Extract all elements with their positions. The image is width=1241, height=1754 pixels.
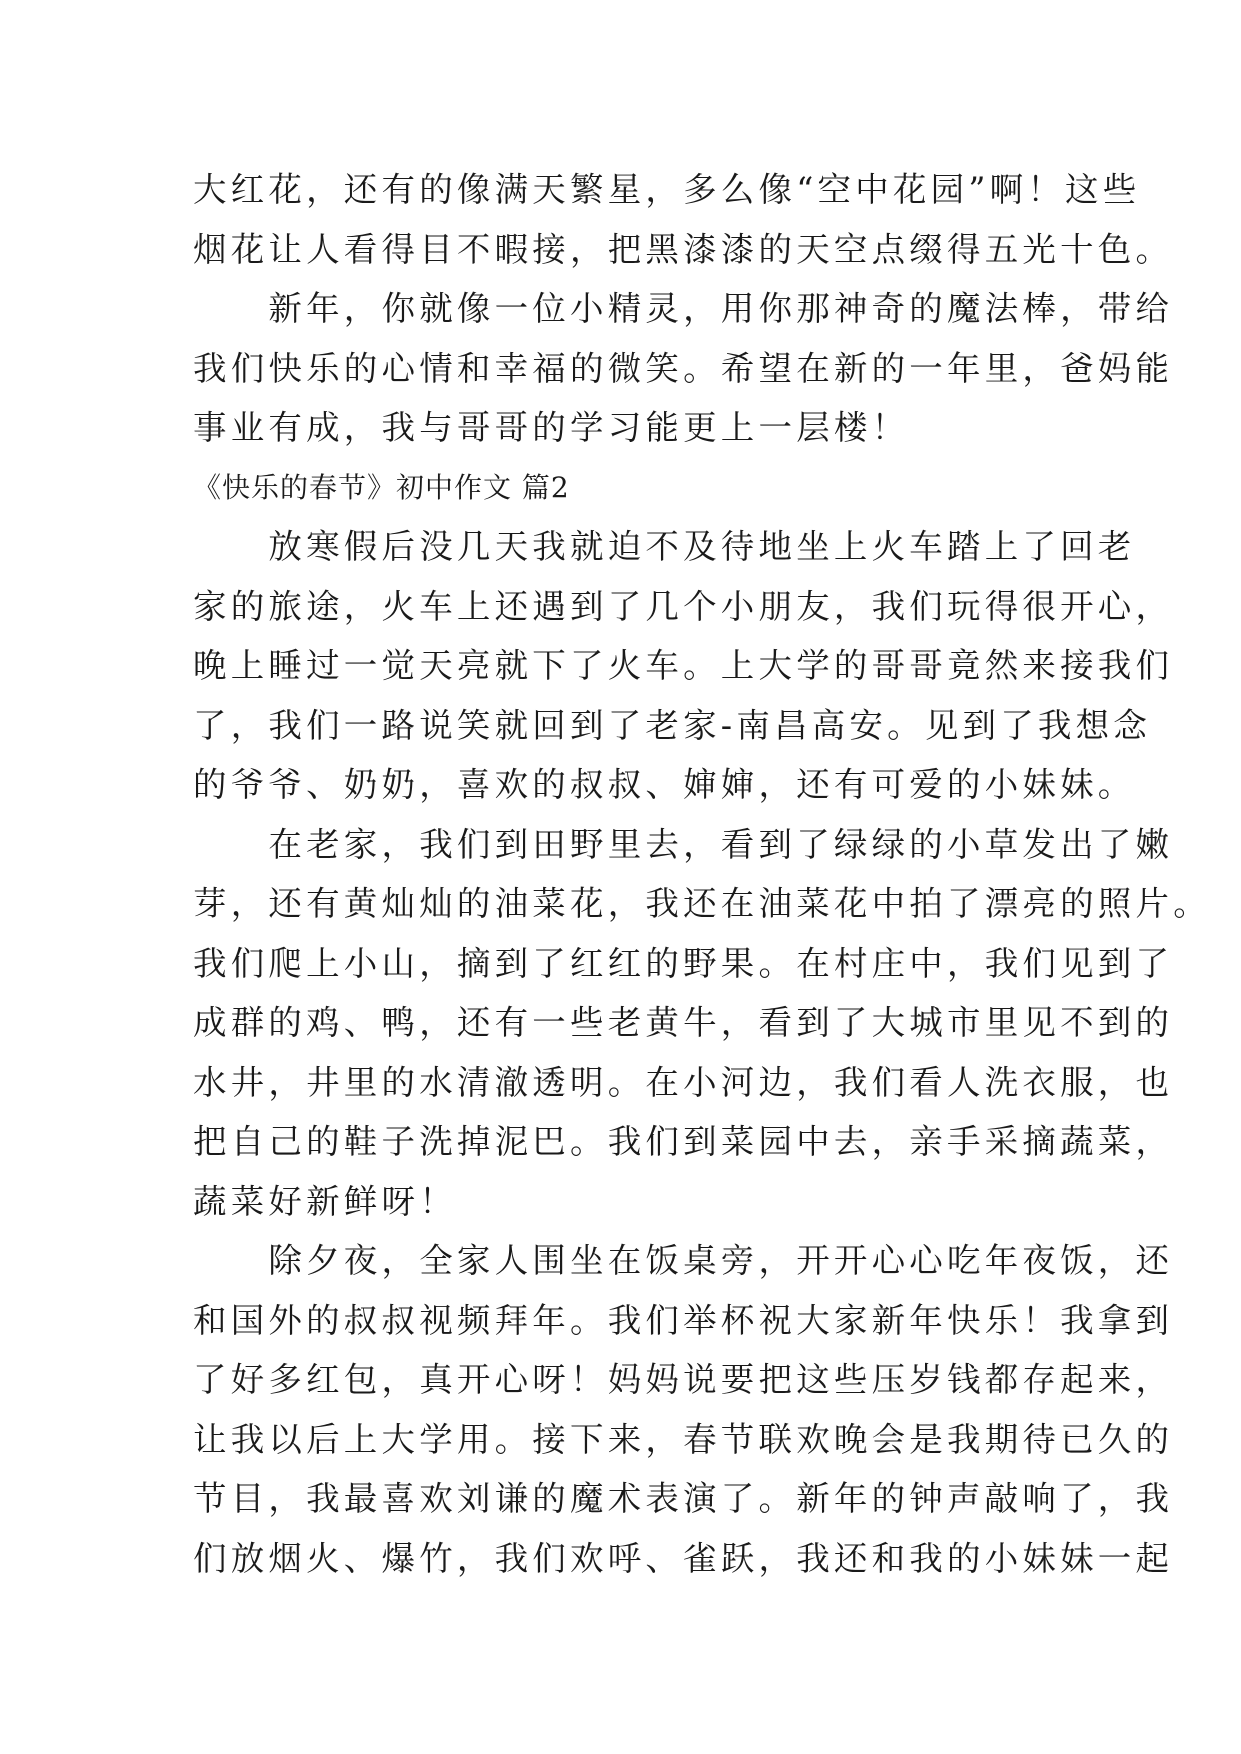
text-line: 水井，井里的水清澈透明。在小河边，我们看人洗衣服，也 (193, 1062, 1174, 1102)
text-line: 和国外的叔叔视频拜年。我们举杯祝大家新年快乐！我拿到 (193, 1300, 1174, 1340)
text-line: 把自己的鞋子洗掉泥巴。我们到菜园中去，亲手采摘蔬菜， (193, 1122, 1174, 1161)
text-line: 放寒假后没几天我就迫不及待地坐上火车踏上了回老 (193, 527, 1136, 566)
text-line: 蔬菜好新鲜呀！ (193, 1181, 457, 1221)
text-line: 大红花，还有的像满天繁星，多么像“空中花园”啊！这些 (193, 170, 1141, 209)
text-line: 让我以后上大学用。接下来，春节联欢晚会是我期待已久的 (193, 1419, 1174, 1459)
text-line: 节目，我最喜欢刘谦的魔术表演了。新年的钟声敲响了，我 (193, 1479, 1174, 1518)
text-line: 们放烟火、爆竹，我们欢呼、雀跃，我还和我的小妹妹一起 (193, 1538, 1174, 1578)
text-line: 芽，还有黄灿灿的油菜花，我还在油菜花中拍了漂亮的照片。 (193, 884, 1211, 923)
text-line: 烟花让人看得目不暇接，把黑漆漆的天空点缀得五光十色。 (193, 229, 1174, 269)
text-line: 在老家，我们到田野里去，看到了绿绿的小草发出了嫩 (193, 824, 1174, 864)
text-line: 新年，你就像一位小精灵，用你那神奇的魔法棒，带给 (193, 289, 1174, 328)
text-line: 家的旅途，火车上还遇到了几个小朋友，我们玩得很开心， (193, 586, 1174, 626)
document-page (193, 160, 1211, 1588)
text-line: 的爷爷、奶奶，喜欢的叔叔、婶婶，还有可爱的小妹妹。 (193, 765, 1136, 804)
text-line: 了，我们一路说笑就回到了老家-南昌高安。见到了我想念 (193, 705, 1152, 745)
text-line: 我们爬上小山，摘到了红红的野果。在村庄中，我们见到了 (193, 943, 1174, 983)
text-line: 事业有成，我与哥哥的学习能更上一层楼！ (193, 408, 910, 447)
text-line: 我们快乐的心情和幸福的微笑。希望在新的一年里，爸妈能 (193, 348, 1174, 388)
text-line: 除夕夜，全家人围坐在饭桌旁，开开心心吃年夜饭，还 (193, 1241, 1174, 1280)
text-line: 了好多红包，真开心呀！妈妈说要把这些压岁钱都存起来， (193, 1360, 1174, 1399)
text-line: 晚上睡过一觉天亮就下了火车。上大学的哥哥竟然来接我们 (193, 646, 1174, 685)
text-line: 成群的鸡、鸭，还有一些老黄牛，看到了大城市里见不到的 (193, 1003, 1174, 1042)
section-heading: 《快乐的春节》初中作文 篇2 (193, 470, 570, 504)
